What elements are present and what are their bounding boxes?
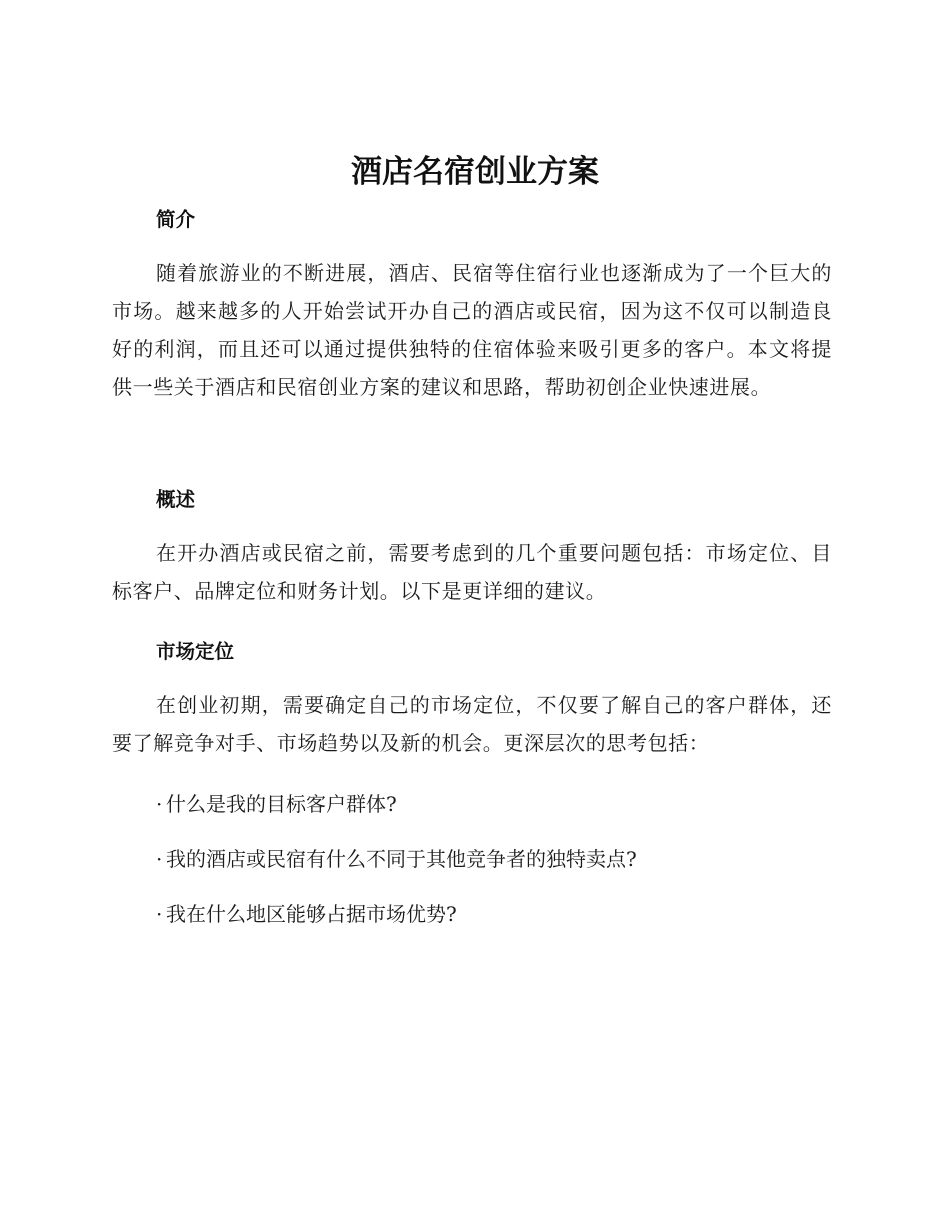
bullet-icon: · — [156, 792, 163, 816]
list-item-text: 我的酒店或民宿有什么不同于其他竞争者的独特卖点? — [166, 847, 637, 871]
section-intro-body — [112, 254, 832, 406]
section-heading-overview: 概述 — [156, 488, 196, 511]
section-heading-intro: 简介 — [156, 208, 196, 231]
section-paragraph-intro: 随着旅游业的不断进展，酒店、民宿等住宿行业也逐渐成为了一个巨大的市场。越来越多的人开始尝试开办自己的酒店或民宿，因为这不仅可以制造良好的利润，而且还可以通过提供独特的住宿体验来吸引更多的客户。本文将提供一些关于酒店和民宿创业方案的建议和思路，帮助初创企业快速进展。 — [112, 261, 832, 399]
section-heading-market: 市场定位 — [156, 640, 235, 663]
section-paragraph-overview: 在开办酒店或民宿之前，需要考虑到的几个重要问题包括：市场定位、目标客户、品牌定位和财务计划。以下是更详细的建议。 — [112, 541, 832, 603]
bullet-icon: · — [156, 847, 163, 871]
section-market — [112, 638, 832, 666]
section-intro — [112, 206, 832, 234]
section-paragraph-market: 在创业初期，需要确定自己的市场定位，不仅要了解自己的客户群体，还要了解竞争对手、市场趋势以及新的机会。更深层次的思考包括： — [112, 693, 832, 755]
list-item — [156, 790, 397, 818]
section-overview — [112, 486, 832, 514]
list-item-text: 什么是我的目标客户群体? — [166, 792, 397, 816]
list-item — [156, 845, 637, 873]
document-title: 酒店名宿创业方案 — [351, 154, 599, 190]
section-market-body — [112, 686, 832, 762]
bullet-icon: · — [156, 902, 163, 926]
section-overview-body — [112, 534, 832, 610]
list-item-text: 我在什么地区能够占据市场优势? — [166, 902, 457, 926]
list-item — [156, 900, 457, 928]
